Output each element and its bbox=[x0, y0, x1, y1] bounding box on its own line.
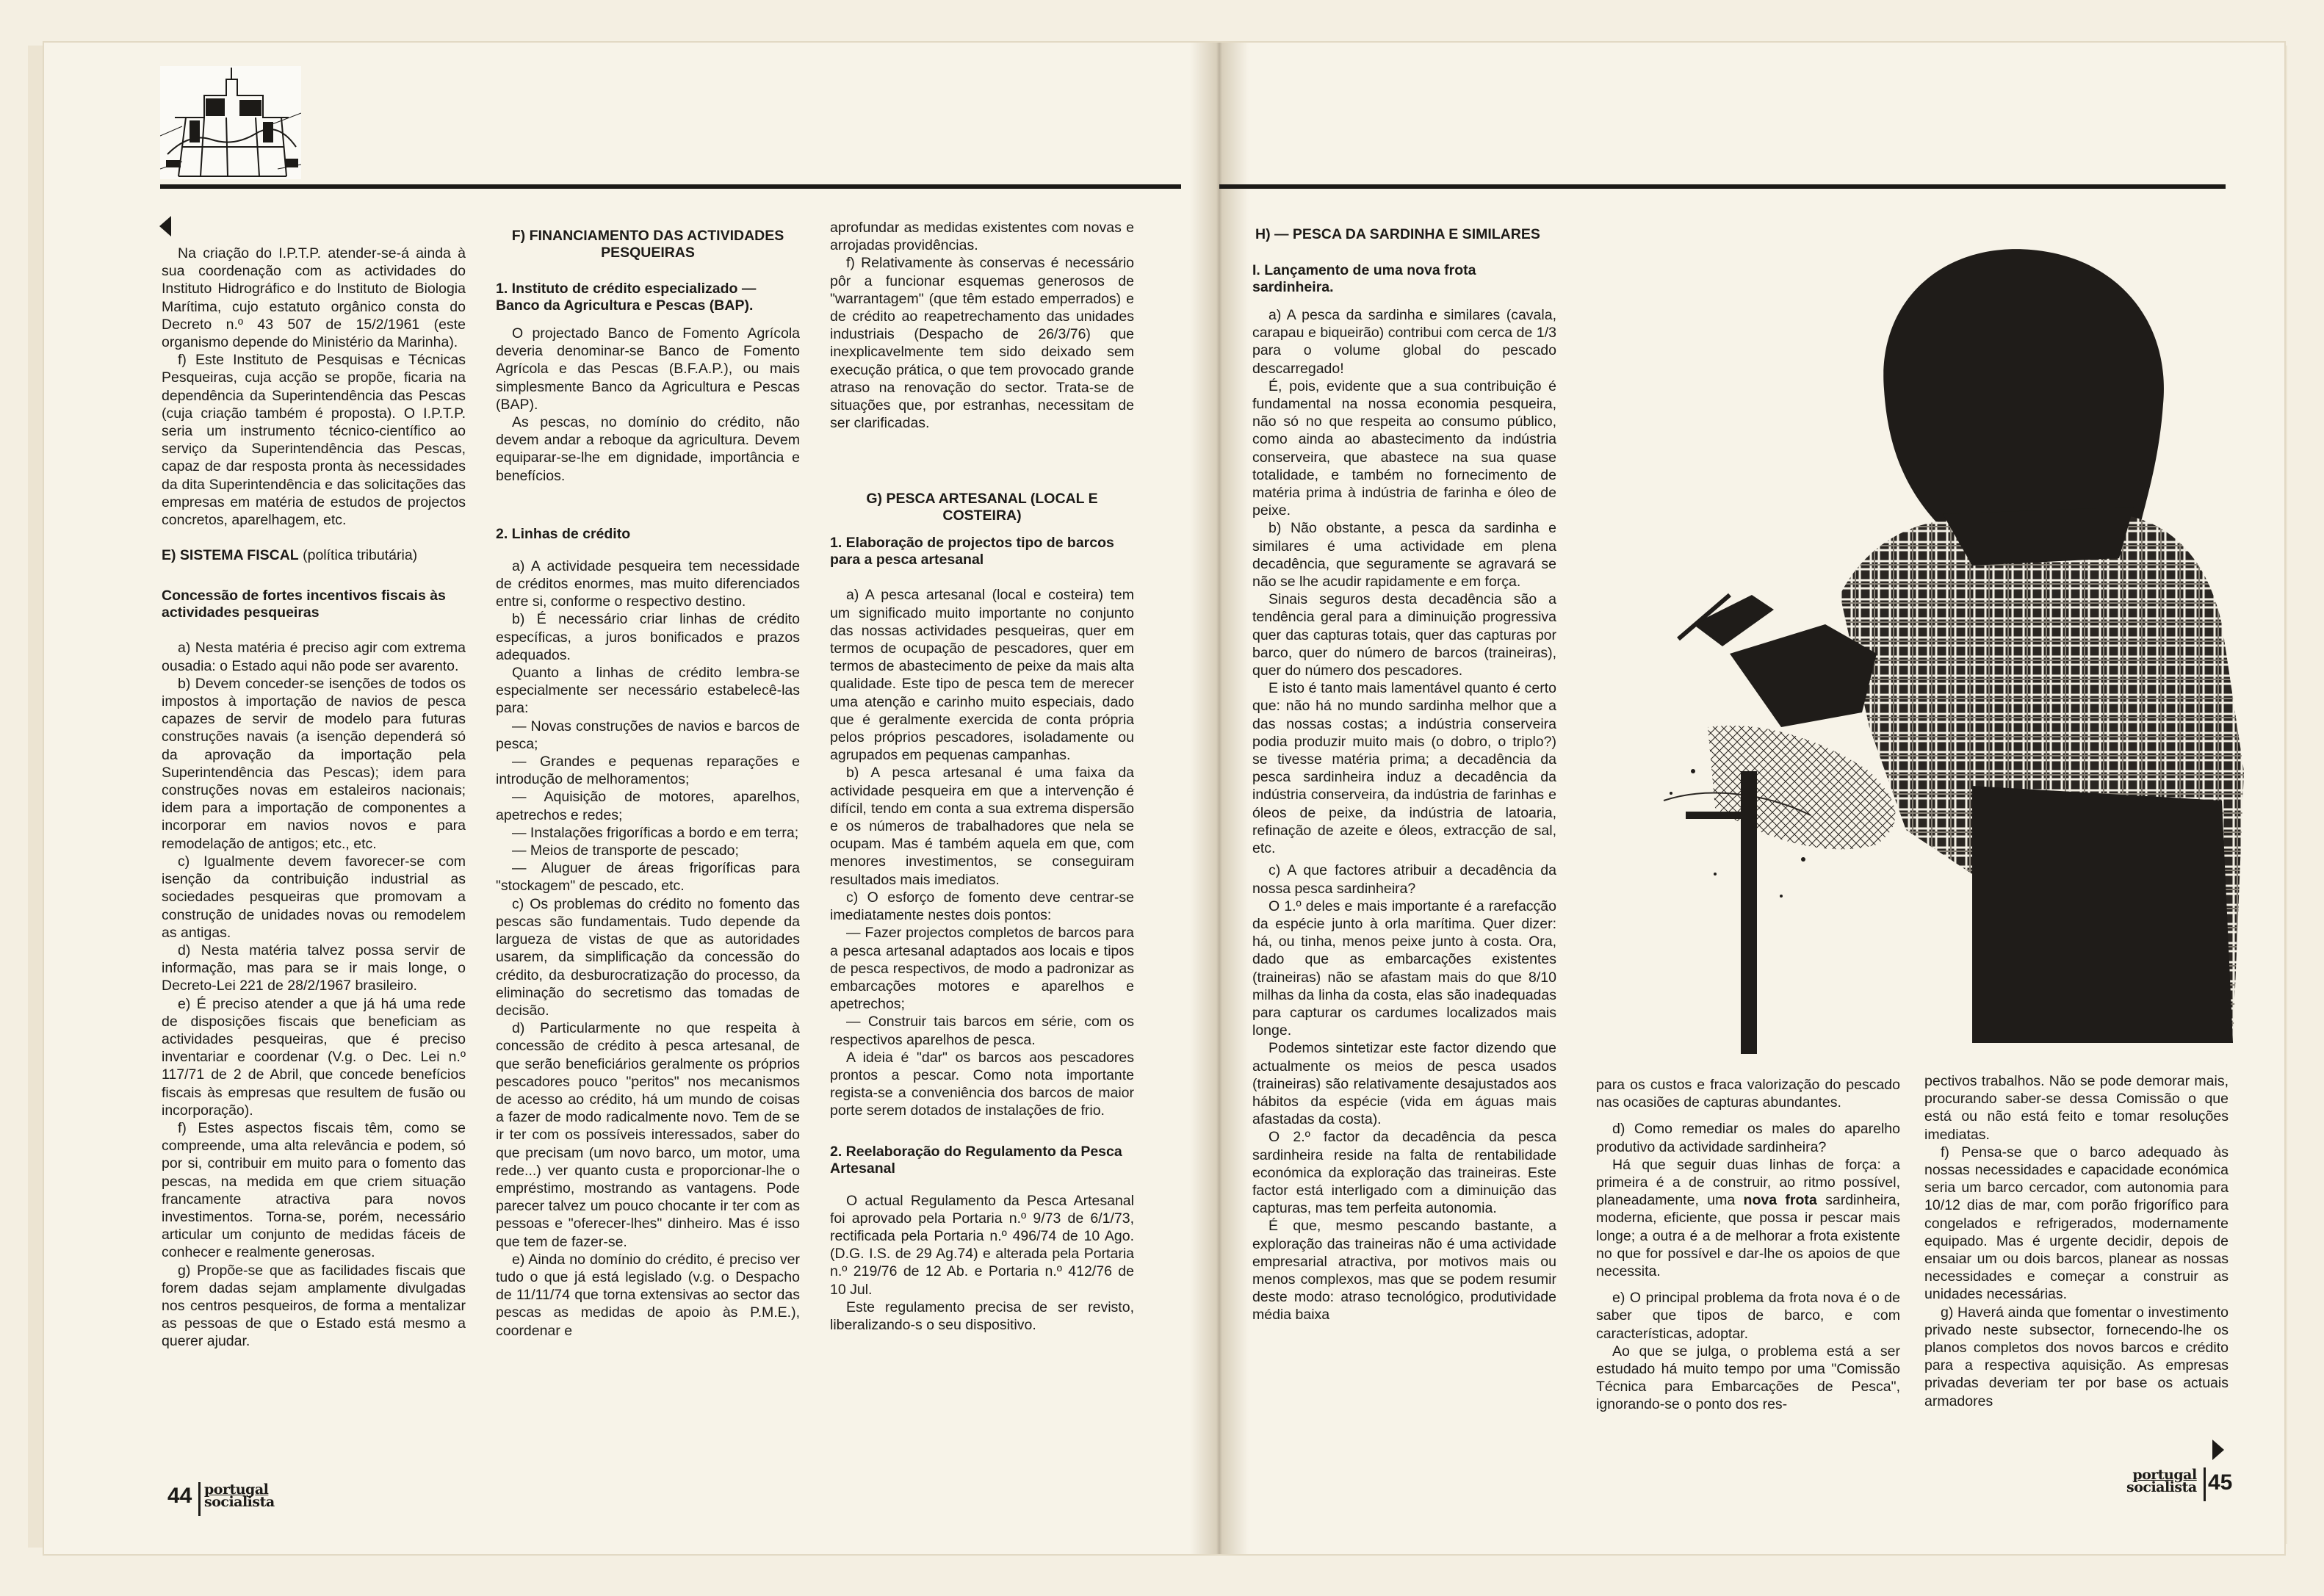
col4-para: a) A pesca da sardinha e similares (cavala, carapau e biqueirão) contribui com cerca de 1/3 para o volume global do pescado descarregado! bbox=[1252, 307, 1556, 377]
portugal-socialista-logo-left: portugal socialista bbox=[204, 1481, 275, 1510]
col1-para: Na criação do I.P.T.P. atender-se-á ainda à sua coordenação com as actividades do Instituto Hidrográfico e do Instituto de Biologia Marítima, cujo estatuto orgânico consta do Decreto n.º 43 507 de 15/2/1961 (este organismo depende do Ministério da Marinha). bbox=[162, 245, 466, 351]
col6-para: g) Haverá ainda que fomentar o investimento privado neste subsector, fornecendo-lhe os planos completos dos novos barcos e crédito para a respectiva aquisição. As empresas privadas deveriam ter por base os actuais armadores bbox=[1924, 1304, 2229, 1409]
col3-para: f) Relativamente às conservas é necessário pôr a funcionar esquemas generosos de "warrantagem" (que têm estado emperrados) e de crédito ao reapetrechamento das unidades industriais (Despacho de 26/3/76) que inexplicavelmente tem sido deixado sem execução prática, o que tem provocado grande atraso na renovação do sector. Trata-se de situações que, por estranhas, necessitam de ser clarificadas. bbox=[830, 255, 1134, 432]
col1-para: b) Devem conceder-se isenções de todos os impostos à importação de navios de pesca capazes de servir de modelo para futuras construções navais (a isenção dependerá só da aprovação da importação pela Superintendência das Pescas); idem para construções novas em estaleiros nacionais; idem para a importação de componentes a incorporar em navios novos e para remodelação de antigos; etc., etc. bbox=[162, 675, 466, 852]
col3-list-item: — Fazer projectos completos de barcos para a pesca artesanal adaptados aos locais e tipos de pesca respectivos, de modo a padronizar as embarcações motores e aparelhos e apetrechos; bbox=[830, 925, 1134, 1013]
col2-para: b) É necessário criar linhas de crédito específicas, a juros bonificados e prazos adequados. bbox=[496, 611, 800, 663]
column-6 bbox=[1924, 1072, 2229, 1410]
center-gutter bbox=[1190, 43, 1249, 1554]
col2-para: d) Particularmente no que respeita à concessão de crédito à pesca artesanal, de que serão beneficiários geralmente os próprios pescadores pouco "peritos" nos mecanismos de acesso ao crédito, há um mundo de coisas a fazer de modo radicalmente novo. Tem de se ir ter com os possíveis interessados, saber do que precisam (um novo barco, um motor, uma rede...) ver quanto custa e proporcionar-lhe o empréstimo, mostrando as vantagens. Pode parecer talvez um pouco chocante ir ter com as pessoas e "oferecer-lhes" dinheiro. Mas é isso que tem de fazer-se. bbox=[496, 1020, 800, 1250]
fisherman-photo bbox=[1561, 213, 2251, 1054]
col5-para: d) Como remediar os males do aparelho produtivo da actividade sardinheira? bbox=[1596, 1121, 1900, 1155]
subheading: 1. Elaboração de projectos tipo de barcos para a pesca artesanal bbox=[830, 535, 1114, 568]
col4-para: É que, mesmo pescando bastante, a exploração das traineiras não é uma actividade empresarial atractiva, por motivos mais ou menos complexos, mas que se podem resumir deste modo: atraso tecnológico, produtividade média baixa bbox=[1252, 1218, 1556, 1324]
col2-para: e) Ainda no domínio do crédito, é preciso ver tudo o que já está legislado (v.g. o Despacho de 11/11/74 que torna extensivas ao sector das pescas as medidas de apoio às P.M.E.), coordenar e bbox=[496, 1251, 800, 1339]
col1-para: e) É preciso atender a que já há uma rede de disposições fiscais que beneficiam as actividades pesqueiras, que é preciso inventariar e coordenar (V.g. o Dec. Lei n.º 117/71 de 2 de Abril, que concede benefícios fiscais às empresas que resultem de fusão ou incorporação). bbox=[162, 995, 466, 1119]
col4-para: b) Não obstante, a pesca da sardinha e similares é uma actividade em plena decadência, que seguramente se agravará se não se lhe acudir rapidamente e em força. bbox=[1252, 520, 1556, 591]
oil-rig-thumbnail bbox=[160, 66, 301, 179]
col1-para: c) Igualmente devem favorecer-se com isenção da contribuição industrial as sociedades pesqueiras que promovam a construção de unidades novas ou remodelem as antigas. bbox=[162, 853, 466, 941]
col2-para: c) Os problemas do crédito no fomento das pescas são fundamentais. Tudo depende da largueza de vistas de que as autoridades usarem, da simplificação da concessão do crédito, da desburocratização do processo, da eliminação do secretismo das tomadas de decisão. bbox=[496, 895, 800, 1019]
left-header-rule bbox=[160, 184, 1181, 189]
page-number-left: 44 bbox=[167, 1484, 192, 1508]
col2-para: a) A actividade pesqueira tem necessidade de créditos enormes, mas muito diferenciados entre si, conforme o respectivo destino. bbox=[496, 557, 800, 610]
section-heading-g: G) PESCA ARTESANAL (LOCAL E COSTEIRA) bbox=[866, 491, 1098, 524]
subheading: 2. Linhas de crédito bbox=[496, 525, 631, 542]
column-4 bbox=[1252, 219, 1556, 1324]
col4-para: Podemos sintetizar este factor dizendo que actualmente os meios de pesca usados (traineiras) são relativamente desajustados aos hábitos da espécie (vida em águas mais afastadas da costa). bbox=[1252, 1040, 1556, 1128]
continuation-arrow-right bbox=[2212, 1440, 2224, 1460]
col3-para: c) O esforço de fomento deve centrar-se imediatamente nestes dois pontos: bbox=[830, 889, 1134, 924]
section-heading-e: E) SISTEMA FISCAL (política tributária) bbox=[162, 547, 418, 564]
col5-para: e) O principal problema da frota nova é o de saber que tipos de barco, e com características, adoptar. bbox=[1596, 1290, 1900, 1342]
page-number-right: 45 bbox=[2208, 1470, 2233, 1495]
col1-para: f) Estes aspectos fiscais têm, como se compreende, uma alta relevância e podem, só por si, contribuir em muito para o fomento das pescas, na medida em que criem situação francamente atractiva para novos investimentos. Torna-se, porém, necessário articular um conjunto de medidas fáceis de conhecer e realmente generosas. bbox=[162, 1119, 466, 1261]
col4-para: O 2.º factor da decadência da pesca sardinheira reside na falta de rentabilidade económica da exploração das traineiras. Este factor está interligado com a diminuição das capturas, mas tem perfeita autonomia. bbox=[1252, 1129, 1556, 1217]
col3-para: Este regulamento precisa de ser revisto, liberalizando-s o seu dispositivo. bbox=[830, 1299, 1134, 1333]
col1-para: f) Este Instituto de Pesquisas e Técnicas Pesqueiras, cuja acção se propõe, ficaria na dependência da Superintendência das Pescas (cuja criação também é proposta). O I.P.T.P. seria um instrumento técnico-científico ao serviço da Superintendência das Pescas, capaz de dar resposta pronta às necessidades da dita Superintendência e das solicitações das empresas em matéria de estudos de projectos concretos, aparelhagem, etc. bbox=[162, 352, 466, 529]
col4-para: O 1.º deles e mais importante é a rarefacção da espécie junto à orla marítima. Quer dizer: há, ou tinha, menos peixe junto à costa. Ora, dado que as embarcações existentes (traineiras) não se afastam mais do que 8/10 milhas da linha da costa, elas são inadequadas para capturar os cardumes localizados mais longe. bbox=[1252, 898, 1556, 1039]
col5-para: para os custos e fraca valorização do pescado nas ocasiões de capturas abundantes. bbox=[1596, 1077, 1900, 1111]
col2-para: Quanto a linhas de crédito lembra-se especialmente ser necessário estabelecê-las para: bbox=[496, 665, 800, 717]
subheading: Concessão de fortes incentivos fiscais às actividades pesqueiras bbox=[162, 588, 446, 621]
col6-para: pectivos trabalhos. Não se pode demorar mais, procurando saber-se dessa Comissão o que está ou não está feito e tomar resoluções imediatas. bbox=[1924, 1073, 2229, 1143]
right-header-rule bbox=[1219, 184, 2226, 189]
subheading: 2. Reelaboração do Regulamento da Pesca Artesanal bbox=[830, 1143, 1122, 1177]
continuation-arrow-left bbox=[159, 216, 171, 236]
col3-para: O actual Regulamento da Pesca Artesanal foi aprovado pela Portaria n.º 9/73 de 6/1/73, rectificada pela Portaria n.º 496/74 de 10 Ago. (D.G. I.S. de 29 Ag.74) e alterada pela Portaria n.º 219/76 de 12 Ab. e Portaria n.º 412/76 de 10 Jul. bbox=[830, 1192, 1134, 1298]
column-2 bbox=[496, 220, 800, 1340]
col3-list-item: — Construir tais barcos em série, com os respectivos aparelhos de pesca. bbox=[830, 1014, 1134, 1048]
col1-para: d) Nesta matéria talvez possa servir de informação, mas para se ir mais longe, o Decreto-Lei 221 de 28/2/1967 brasileiro. bbox=[162, 942, 466, 994]
col2-list-item: — Aquisição de motores, aparelhos, apetrechos e redes; bbox=[496, 789, 800, 823]
subheading: 1. Instituto de crédito especializado — Banco da Agricultura e Pescas (BAP). bbox=[496, 281, 757, 314]
portugal-socialista-logo-right: portugal socialista bbox=[2126, 1467, 2197, 1495]
col2-list-item: — Instalações frigoríficas a bordo e em terra; bbox=[512, 824, 799, 841]
col2-list-item: — Aluguer de áreas frigoríficas para "stockagem" de pescado, etc. bbox=[496, 860, 800, 895]
col2-list-item: — Grandes e pequenas reparações e introdução de melhoramentos; bbox=[496, 754, 800, 788]
column-5 bbox=[1596, 1076, 1900, 1414]
col4-para: É, pois, evidente que a sua contribuição é fundamental na nossa economia pesqueira, não só no que respeita ao consumo público, como ainda ao abastecimento da indústria conserveira, que abastece na sua quase totalidade, e também no fornecimento de matéria prima à indústria de farinha e óleo de peixe. bbox=[1252, 378, 1556, 519]
col4-para: E isto é tanto mais lamentável quanto é certo que: não há no mundo sardinha melhor que a das nossas costas; a indústria conserveira podia produzir muito mais (o dobro, o triplo?) se tivesse matéria prima; a decadência da pesca sardinheira induz a decadência da indústria conserveira, da indústria de farinhas e óleos de peixe, da indústria de latoaria, refinação de azeite e óleos, extracção de sal, etc. bbox=[1252, 680, 1556, 857]
col2-para: O projectado Banco de Fomento Agrícola deveria denominar-se Banco de Fomento Agrícola e das Pescas (B.F.A.P.), ou mais simplesmente Banco da Agricultura e Pescas (BAP). bbox=[496, 325, 800, 413]
col5-para: Há que seguir duas linhas de força: a primeira é a de construir, ao ritmo possível, planeadamente, uma nova frota sardinheira, moderna, eficiente, que possa ir pescar mais longe; a outra é a de melhorar a frota existente no que for possível e dar-lhe os apoios de que necessita. bbox=[1596, 1156, 1901, 1280]
col4-para: Sinais seguros desta decadência são a tendência geral para a diminuição progressiva quer das capturas totais, quer das capturas por barco, quer do número de barcos (traineiras), quer do número dos pescadores. bbox=[1252, 591, 1556, 679]
column-1 bbox=[162, 245, 466, 1351]
col2-list-item: — Meios de transporte de pescado; bbox=[512, 842, 739, 859]
folio-divider-right bbox=[2204, 1467, 2206, 1501]
col3-para: a) A pesca artesanal (local e costeira) tem um significado muito importante no conjunto das nossas actividades pesqueiras, quer em termos de ocupação de pescadores, quer em termos de abastecimento de peixe da mais alta qualidade. Este tipo de pesca tem de merecer uma atenção e carinho muito especiais, dado que é geralmente exercida de conta própria pelos próprios pescadores, isoladamente ou agrupados em pequenas campanhas. bbox=[830, 587, 1134, 764]
col1-para: a) Nesta matéria é preciso agir com extrema ousadia: o Estado aqui não pode ser avarento. bbox=[162, 640, 466, 674]
col3-para: aprofundar as medidas existentes com novas e arrojadas providências. bbox=[830, 220, 1134, 254]
column-3 bbox=[830, 219, 1134, 1334]
col5-para: Ao que se julga, o problema está a ser estudado há muito tempo por uma "Comissão Técnica para Embarcações de Pesca", ignorando-se o ponto dos res- bbox=[1596, 1343, 1900, 1413]
col4-para: c) A que factores atribuir a decadência da nossa pesca sardinheira? bbox=[1252, 862, 1556, 897]
col3-para: A ideia é "dar" os barcos aos pescadores prontos a pescar. Como nota importante regista-se a conveniência dos barcos de maior porte serem dotados de instalações de frio. bbox=[830, 1049, 1134, 1119]
section-heading-f: F) FINANCIAMENTO DAS ACTIVIDADES PESQUEIRAS bbox=[511, 228, 784, 261]
col3-para: b) A pesca artesanal é uma faixa da actividade pesqueira em que a intervenção é difícil, tendo em conta a sua extrema dispersão e os números de trabalhadores que nela se ocupam. Mas é também aquela em que, com menores investimentos, se conseguiram resultados mais imediatos. bbox=[830, 765, 1134, 888]
subheading: I. Lançamento de uma nova frota sardinheira. bbox=[1252, 262, 1476, 295]
col6-para: f) Pensa-se que o barco adequado às nossas necessidades e capacidade económica seria um barco cercador, com autonomia para 10/12 dias de mar, com porão frigorífico para congelados e refrigerados, modernamente equipado. Mas é urgente decidir, depois de ensaiar um ou dois barcos, planear as nossas necessidades e começar a construir as unidades necessárias. bbox=[1924, 1144, 2229, 1303]
col2-para: As pescas, no domínio do crédito, não devem andar a reboque da agricultura. Devem equiparar-se-lhe em dignidade, importância e benefícios. bbox=[496, 414, 800, 484]
col2-list-item: — Novas construções de navios e barcos de pesca; bbox=[496, 718, 800, 752]
folio-divider-left bbox=[198, 1482, 201, 1516]
col1-para: g) Propõe-se que as facilidades fiscais que forem dadas sejam amplamente divulgadas nos centros pesqueiros, de forma a mentalizar as pessoas de que o Estado está mesmo a querer ajudar. bbox=[162, 1262, 466, 1350]
section-heading-h: H) — PESCA DA SARDINHA E SIMILARES bbox=[1255, 226, 1540, 242]
